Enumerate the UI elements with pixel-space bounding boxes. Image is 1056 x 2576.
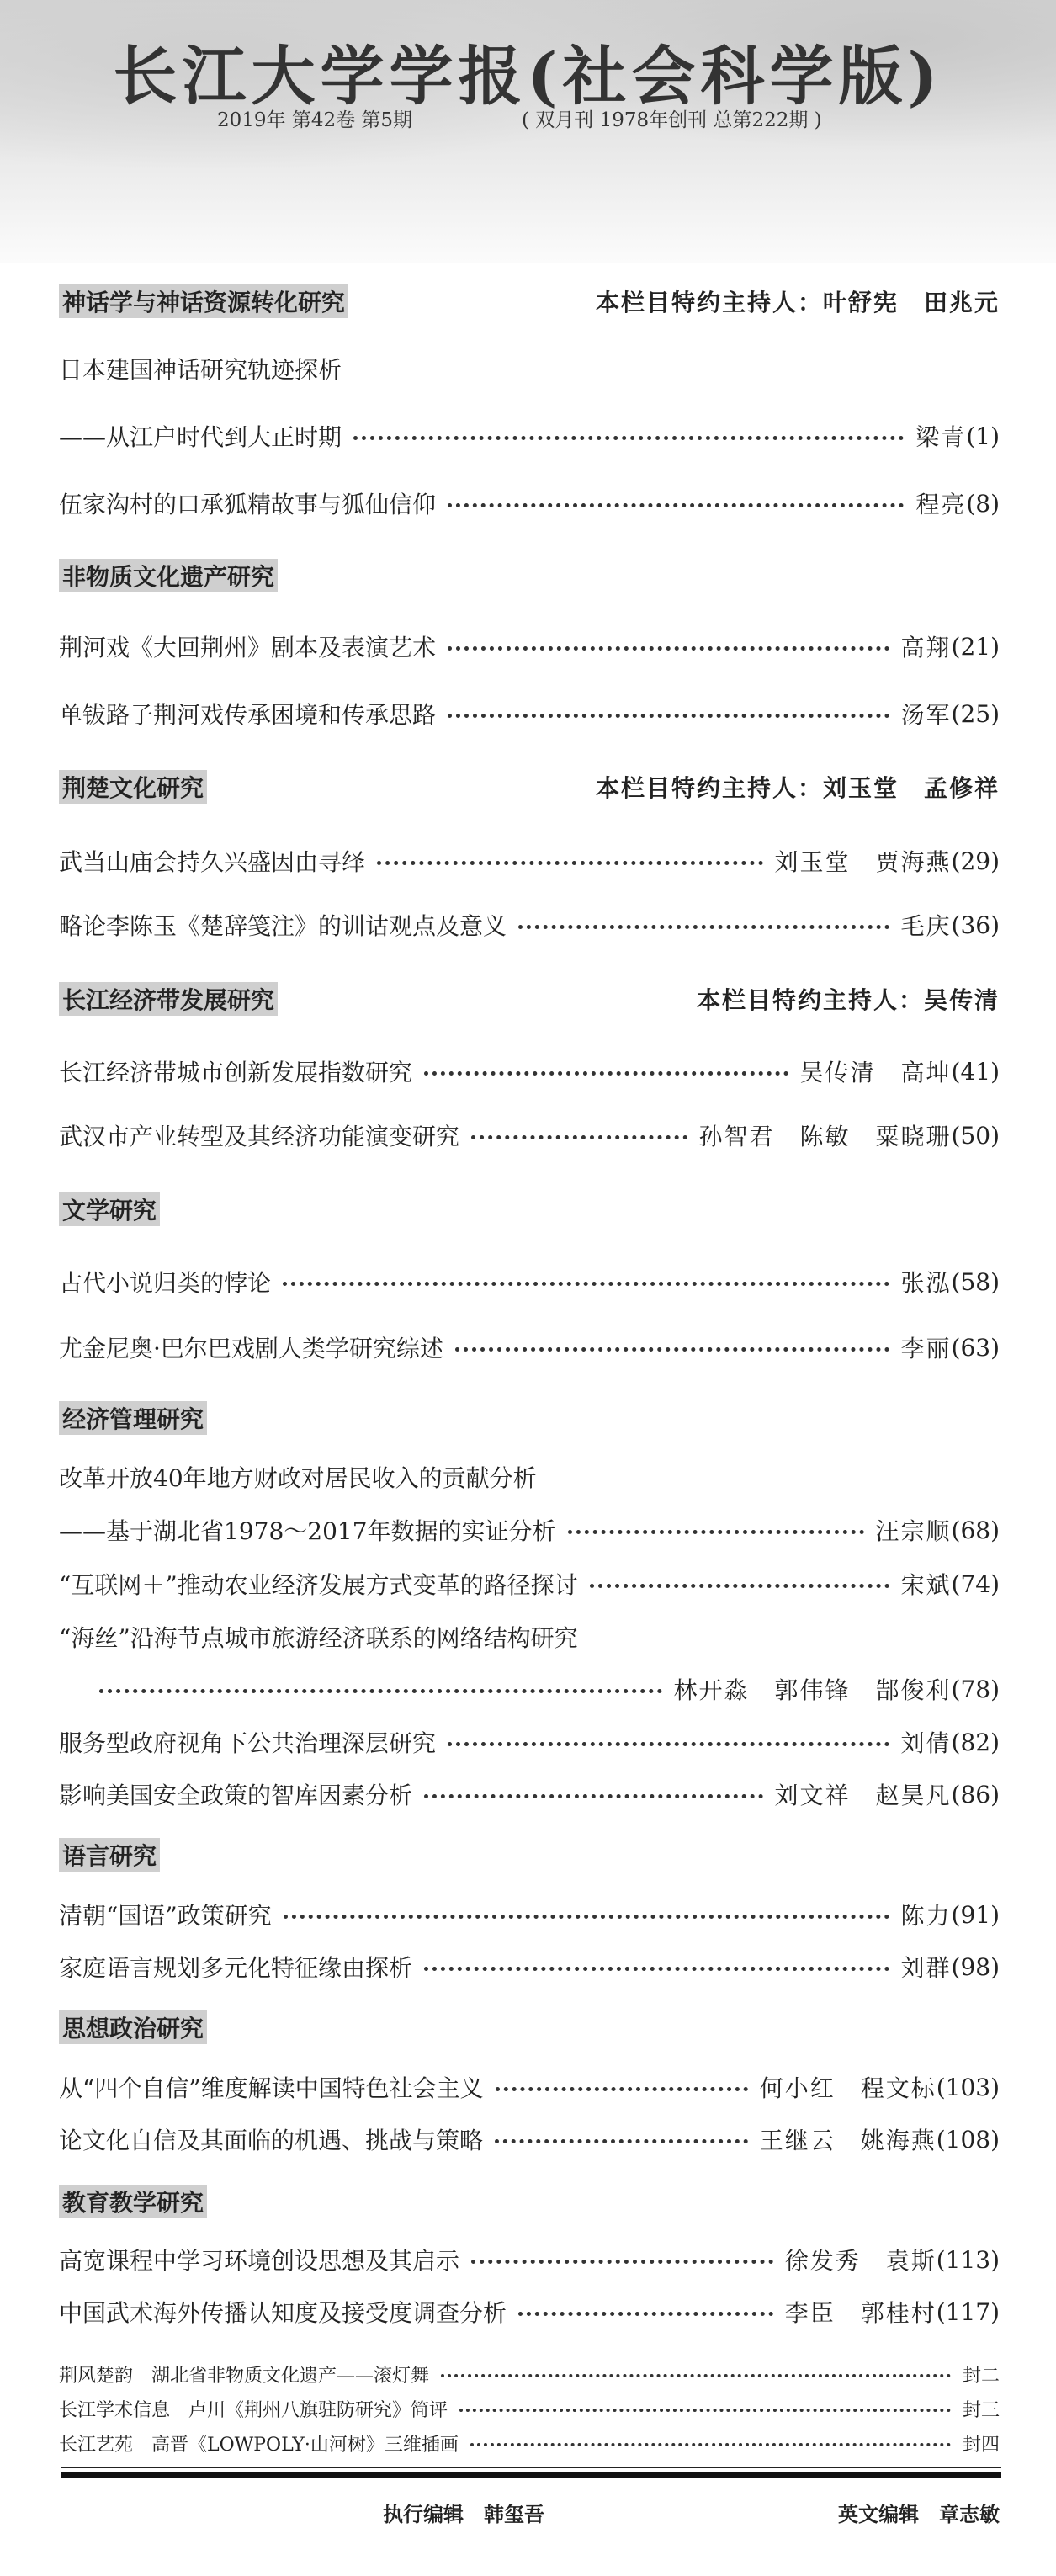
article-title: 日本建国神话研究轨迹探析	[59, 356, 342, 384]
article-title: 荆河戏《大回荆州》剧本及表演艺术	[59, 634, 437, 661]
article-title: 单钹路子荆河戏传承困境和传承思路	[59, 701, 437, 729]
toc-entry[interactable]	[59, 1777, 1000, 1811]
section-host: 本栏目特约主持人：刘玉堂 孟修祥	[595, 774, 1000, 802]
article-page: (117)	[936, 2297, 1000, 2326]
article-title: 中国武术海外传播认知度及接受度调查分析	[59, 2299, 507, 2327]
article-title: 伍家沟村的口承狐精故事与狐仙信仰	[59, 491, 437, 518]
article-authors: 徐发秀 袁斯	[784, 2247, 937, 2275]
article-title: 尤金尼奥·巴尔巴戏剧人类学研究综述	[59, 1335, 443, 1362]
article-title: 略论李陈玉《楚辞笺注》的训诂观点及意义	[59, 912, 507, 940]
article-authors: 李丽	[900, 1335, 952, 1362]
article-page: (74)	[951, 1570, 1000, 1598]
dot-leader	[471, 2260, 773, 2264]
dot-leader	[424, 1071, 788, 1076]
toc-entry[interactable]	[59, 1265, 1000, 1299]
cover-title: 长江学术信息 卢川《荆州八旗驻防研究》简评	[59, 2399, 448, 2421]
article-subtitle: ——基于湖北省1978～2017年数据的实证分析	[59, 1517, 556, 1545]
section-title: 语言研究	[59, 1838, 160, 1872]
toc-entry[interactable]	[59, 2295, 1000, 2329]
dot-leader	[448, 503, 904, 507]
dot-leader	[470, 2443, 951, 2446]
article-page: (78)	[951, 1675, 1000, 1703]
article-authors: 吴传清 高坤	[799, 1059, 952, 1086]
cover-page: 封三	[962, 2399, 1000, 2421]
toc-entry[interactable]	[59, 1950, 1000, 1984]
section-heading	[59, 1401, 1000, 1435]
journal-title: 长江大学学报(社会科学版)	[113, 39, 943, 114]
section-host: 本栏目特约主持人：叶舒宪 田兆元	[595, 289, 1000, 316]
article-title: “海丝”沿海节点城市旅游经济联系的网络结构研究	[59, 1624, 578, 1652]
article-page: (103)	[936, 2073, 1000, 2101]
cover-page: 封二	[962, 2365, 1000, 2387]
dot-leader	[284, 1915, 889, 1919]
article-page: (8)	[966, 489, 1000, 518]
article-title: 武当山庙会持久兴盛因由寻绎	[59, 848, 366, 876]
section-heading	[59, 284, 1000, 318]
article-authors: 梁青	[915, 423, 967, 451]
section-heading	[59, 2185, 1000, 2218]
toc-entry[interactable]	[59, 2122, 1000, 2156]
section-title: 经济管理研究	[59, 1401, 207, 1435]
section-heading	[59, 559, 1000, 592]
toc-entry[interactable]	[59, 1725, 1000, 1759]
article-page: (91)	[951, 1900, 1000, 1929]
toc-entry[interactable]	[59, 1898, 1000, 1931]
section-title: 教育教学研究	[59, 2185, 207, 2218]
section-heading	[59, 1838, 1000, 1872]
article-authors: 刘倩	[900, 1729, 952, 1757]
section-title: 神话学与神话资源转化研究	[59, 284, 348, 318]
toc-entry[interactable]	[59, 1054, 1000, 1088]
dot-leader	[590, 1584, 889, 1588]
toc-entry[interactable]	[59, 844, 1000, 878]
article-page: (41)	[951, 1057, 1000, 1086]
article-authors: 何小红 程文标	[759, 2074, 937, 2102]
article-title: 高宽课程中学习环境创设思想及其启示	[59, 2247, 460, 2275]
section-heading	[59, 1192, 1000, 1226]
article-subtitle: ——从江户时代到大正时期	[59, 423, 342, 451]
dot-leader	[455, 1347, 889, 1352]
dot-leader	[518, 2312, 773, 2316]
article-title: 长江经济带城市创新发展指数研究	[59, 1059, 413, 1086]
section-title: 长江经济带发展研究	[59, 982, 278, 1016]
cover-title: 荆风楚韵 湖北省非物质文化遗产——滚灯舞	[59, 2365, 430, 2387]
article-page: (68)	[951, 1516, 1000, 1544]
dot-leader	[99, 1689, 662, 1693]
article-authors: 汤军	[900, 701, 952, 729]
article-title: 古代小说归类的悖论	[59, 1269, 272, 1297]
divider	[61, 2472, 1001, 2478]
publication-info: ( 双月刊 1978年创刊 总第222期 )	[522, 109, 822, 131]
dot-leader	[459, 2409, 951, 2412]
section-title: 文学研究	[59, 1192, 160, 1226]
toc-entry[interactable]	[59, 486, 1000, 520]
toc-entry[interactable]	[59, 2070, 1000, 2104]
article-title: 从“四个自信”维度解读中国特色社会主义	[59, 2074, 484, 2102]
toc-entry[interactable]	[59, 1567, 1000, 1601]
cover-entry[interactable]	[59, 2395, 1000, 2422]
cover-page: 封四	[962, 2434, 1000, 2456]
section-title: 思想政治研究	[59, 2010, 207, 2044]
article-page: (36)	[951, 911, 1000, 939]
article-authors: 汪宗顺	[875, 1517, 952, 1545]
article-title: 论文化自信及其面临的机遇、挑战与策略	[59, 2127, 484, 2154]
article-authors: 刘群	[900, 1954, 952, 1982]
dot-leader	[518, 925, 889, 929]
article-page: (86)	[951, 1780, 1000, 1809]
divider	[61, 2467, 1001, 2468]
article-authors: 孙智君 陈敏 粟晓珊	[698, 1123, 952, 1150]
article-page: (25)	[951, 699, 1000, 728]
toc-entry-continued[interactable]	[59, 419, 1000, 453]
article-page: (113)	[936, 2245, 1000, 2274]
issue-info: 2019年 第42卷 第5期	[217, 109, 413, 131]
toc-entry[interactable]	[59, 908, 1000, 942]
article-page: (98)	[951, 1952, 1000, 1981]
toc-entry-continued[interactable]	[88, 1672, 1000, 1706]
article-page: (58)	[951, 1267, 1000, 1296]
article-authors: 林开淼 郭伟锋 郜俊利	[673, 1676, 952, 1704]
article-title: 服务型政府视角下公共治理深层研究	[59, 1729, 437, 1757]
article-title: 影响美国安全政策的智库因素分析	[59, 1782, 413, 1809]
toc-entry[interactable]	[59, 697, 1000, 730]
article-page: (50)	[951, 1121, 1000, 1150]
article-authors: 李臣 郭桂村	[784, 2299, 937, 2327]
section-host: 本栏目特约主持人：吴传清	[696, 986, 1000, 1014]
article-title: 武汉市产业转型及其经济功能演变研究	[59, 1123, 460, 1150]
section-title: 荆楚文化研究	[59, 770, 207, 804]
dot-leader	[448, 714, 889, 718]
dot-leader	[424, 1794, 762, 1798]
section-heading	[59, 2010, 1000, 2044]
article-title: 清朝“国语”政策研究	[59, 1902, 272, 1930]
section-heading	[59, 982, 1000, 1016]
article-authors: 宋斌	[900, 1571, 952, 1599]
toc-entry[interactable]	[59, 1460, 1000, 1494]
article-authors: 张泓	[900, 1269, 952, 1297]
article-authors: 程亮	[915, 491, 967, 518]
article-authors: 刘玉堂 贾海燕	[774, 848, 952, 876]
dot-leader	[424, 1967, 889, 1971]
article-authors: 毛庆	[900, 912, 952, 940]
article-page: (82)	[951, 1728, 1000, 1756]
article-authors: 王继云 姚海燕	[759, 2127, 937, 2154]
toc-entry[interactable]	[59, 2243, 1000, 2276]
executive-editor: 执行编辑 韩玺吾	[383, 2503, 544, 2526]
dot-leader	[441, 2374, 951, 2377]
dot-leader	[283, 1282, 889, 1286]
article-title: “互联网＋”推动农业经济发展方式变革的路径探讨	[59, 1571, 578, 1599]
article-page: (63)	[951, 1333, 1000, 1362]
cover-entry[interactable]	[59, 2430, 1000, 2456]
toc-entry[interactable]	[59, 1330, 1000, 1364]
dot-leader	[495, 2139, 748, 2143]
toc-entry[interactable]	[59, 629, 1000, 663]
article-authors: 高翔	[900, 634, 952, 661]
cover-title: 长江艺苑 高晋《LOWPOLY·山河树》三维插画	[59, 2434, 459, 2456]
dot-leader	[471, 1135, 687, 1139]
dot-leader	[496, 2087, 748, 2091]
masthead	[0, 0, 1056, 263]
dot-leader	[448, 1742, 889, 1746]
toc-entry[interactable]	[59, 1118, 1000, 1152]
article-authors: 陈力	[900, 1902, 952, 1930]
toc-entry[interactable]	[59, 1620, 1000, 1654]
toc-entry[interactable]	[59, 352, 1000, 385]
dot-leader	[568, 1530, 864, 1534]
english-editor: 英文编辑 章志敏	[838, 2503, 1000, 2526]
article-page: (21)	[951, 632, 1000, 661]
cover-entry[interactable]	[59, 2361, 1000, 2387]
section-title: 非物质文化遗产研究	[59, 559, 278, 592]
article-authors: 刘文祥 赵昊凡	[774, 1782, 952, 1809]
article-page: (29)	[951, 847, 1000, 875]
toc-entry-continued[interactable]	[59, 1513, 1000, 1547]
article-page: (108)	[936, 2125, 1000, 2154]
section-heading	[59, 770, 1000, 804]
article-page: (1)	[966, 422, 1000, 450]
article-title: 改革开放40年地方财政对居民收入的贡献分析	[59, 1464, 537, 1492]
dot-leader	[448, 646, 889, 651]
dot-leader	[377, 861, 762, 865]
article-title: 家庭语言规划多元化特征缘由探析	[59, 1954, 413, 1982]
dot-leader	[353, 436, 904, 440]
